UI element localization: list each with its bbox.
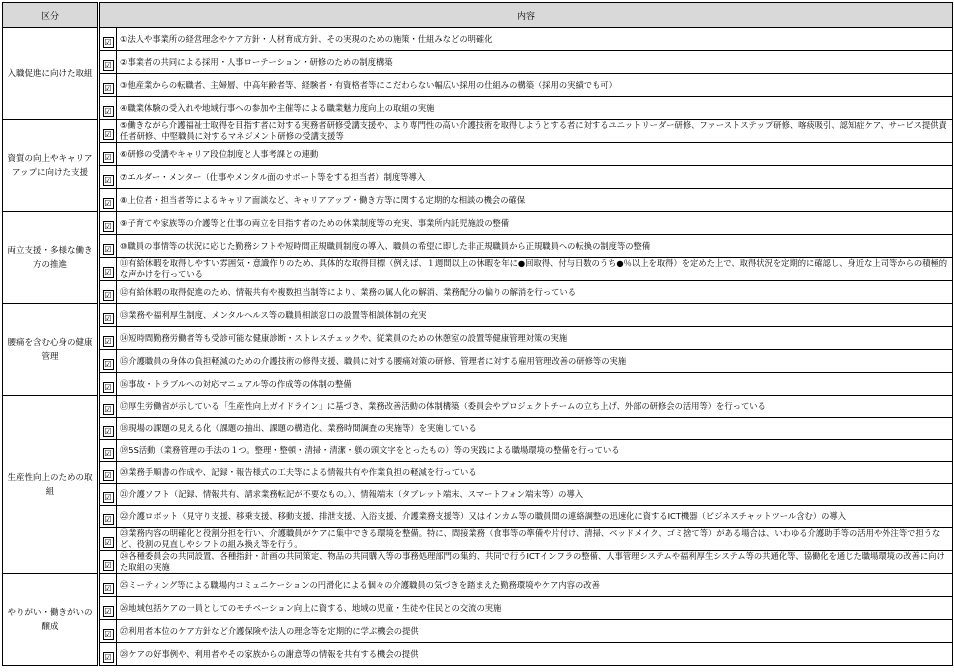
checkbox[interactable]: ☑ bbox=[104, 359, 112, 369]
table-row bbox=[3, 120, 953, 143]
table-row bbox=[3, 373, 953, 396]
checkbox[interactable]: ☑ bbox=[104, 198, 112, 208]
checkbox-cell bbox=[99, 440, 117, 462]
checkbox-cell bbox=[99, 373, 117, 396]
checkbox[interactable]: ☑ bbox=[104, 290, 112, 300]
checkbox-cell bbox=[99, 620, 117, 643]
checkbox[interactable]: ☑ bbox=[104, 83, 112, 93]
table-row bbox=[3, 597, 953, 620]
table-row bbox=[3, 97, 953, 120]
header-row bbox=[3, 3, 953, 28]
table-row bbox=[3, 418, 953, 440]
table-row bbox=[3, 51, 953, 74]
checkbox-cell bbox=[99, 484, 117, 506]
checkbox-cell bbox=[99, 235, 117, 258]
table-row bbox=[3, 189, 953, 212]
item-text: ㉓業務内容の明確化と役割分担を行い、介護職員がケアに集中できる環境を整備。特に、間接業務（食事等の準備や片付け、清掃、ベッドメイク、ゴミ捨て等）がある場合は、いわゆる介護助手等の活用や外注等で担うなど、役割の見直しやシフトの組み換え等を行う。 bbox=[117, 528, 953, 551]
checkbox[interactable]: ☑ bbox=[104, 493, 112, 502]
checkbox[interactable]: ☑ bbox=[104, 471, 112, 480]
table-row bbox=[3, 304, 953, 327]
checkbox-cell bbox=[99, 281, 117, 304]
checkbox[interactable]: ☑ bbox=[104, 129, 112, 139]
item-text: ⑧上位者・担当者等によるキャリア面談など、キャリアアップ・働き方等に関する定期的な相談の機会の確保 bbox=[117, 189, 953, 212]
checkbox[interactable]: ☑ bbox=[104, 537, 112, 547]
checkbox[interactable]: ☑ bbox=[104, 37, 112, 47]
checkbox[interactable]: ☑ bbox=[104, 629, 112, 639]
table-row bbox=[3, 396, 953, 418]
checkbox-cell bbox=[99, 418, 117, 440]
item-text: ⑨子育てや家族等の介護等と仕事の両立を目指す者のための休業制度等の充実、事業所内託児施設の整備 bbox=[117, 212, 953, 235]
table-body bbox=[3, 28, 953, 666]
checkbox-cell bbox=[99, 120, 117, 143]
table-row bbox=[3, 235, 953, 258]
item-text: ⑮介護職員の身体の負担軽減のための介護技術の修得支援、職員に対する腰痛対策の研修、管理者に対する雇用管理改善の研修等の実施 bbox=[117, 350, 953, 373]
checkbox[interactable]: ☑ bbox=[104, 560, 112, 570]
checkbox-cell bbox=[99, 166, 117, 189]
item-text: ①法人や事業所の経営理念やケア方針・人材育成方針、その実現のための施策・仕組みなどの明確化 bbox=[117, 28, 953, 51]
item-text: ④職業体験の受入れや地域行事への参加や主催等による職業魅力度向上の取組の実施 bbox=[117, 97, 953, 120]
table-row bbox=[3, 551, 953, 574]
checkbox-cell bbox=[99, 304, 117, 327]
checkbox[interactable]: ☑ bbox=[104, 382, 112, 392]
item-text: ㉗利用者本位のケア方針など介護保険や法人の理念等を定期的に学ぶ機会の提供 bbox=[117, 620, 953, 643]
table-row bbox=[3, 574, 953, 597]
checkbox[interactable]: ☑ bbox=[104, 515, 112, 524]
checkbox-cell bbox=[99, 212, 117, 235]
table-row bbox=[3, 528, 953, 551]
checkbox[interactable]: ☑ bbox=[104, 606, 112, 616]
item-text: ⑩職員の事情等の状況に応じた勤務シフトや短時間正規職員制度の導入、職員の希望に即した非正規職員から正規職員への転換の制度等の整備 bbox=[117, 235, 953, 258]
item-text: ⑦エルダー・メンター（仕事やメンタル面のサポート等をする担当者）制度等導入 bbox=[117, 166, 953, 189]
table-row bbox=[3, 74, 953, 97]
checkbox-cell bbox=[99, 396, 117, 418]
item-text: ⑱現場の課題の見える化（課題の抽出、課題の構造化、業務時間調査の実施等）を実施している bbox=[117, 418, 953, 440]
checkbox-cell bbox=[99, 143, 117, 166]
checkbox[interactable]: ☑ bbox=[104, 175, 112, 185]
checkbox[interactable]: ☑ bbox=[104, 244, 112, 254]
table-row bbox=[3, 281, 953, 304]
checkbox[interactable]: ☑ bbox=[104, 449, 112, 458]
item-text: ⑯事故・トラブルへの対応マニュアル等の作成等の体制の整備 bbox=[117, 373, 953, 396]
table-row bbox=[3, 28, 953, 51]
checkbox-cell bbox=[99, 350, 117, 373]
checkbox[interactable]: ☑ bbox=[104, 313, 112, 323]
table-row bbox=[3, 258, 953, 281]
item-text: ③他産業からの転職者、主婦層、中高年齢者等、経験者・有資格者等にこだわらない幅広い採用の仕組みの構築（採用の実績でも可） bbox=[117, 74, 953, 97]
item-text: ⑭短時間勤務労働者等も受診可能な健康診断・ストレスチェックや、従業員のための休憩室の設置等健康管理対策の実施 bbox=[117, 327, 953, 350]
checkbox-cell bbox=[99, 97, 117, 120]
checkbox-cell bbox=[99, 189, 117, 212]
table-row bbox=[3, 350, 953, 373]
checkbox-cell bbox=[99, 74, 117, 97]
content-header: 内容 bbox=[99, 3, 953, 28]
checkbox[interactable]: ☑ bbox=[104, 336, 112, 346]
checkbox[interactable]: ☑ bbox=[104, 427, 112, 436]
category-cell: 資質の向上やキャリアアップに向けた支援 bbox=[3, 120, 99, 212]
requirements-table bbox=[2, 2, 953, 666]
checkbox[interactable]: ☑ bbox=[104, 583, 112, 593]
checkbox[interactable]: ☑ bbox=[104, 267, 112, 277]
checkbox-cell bbox=[99, 574, 117, 597]
item-text: ⑪有給休暇を取得しやすい雰囲気・意識作りのため、具体的な取得目標（例えば、１週間以上の休暇を年に●回取得、付与日数のうち●％以上を取得）を定めた上で、取得状況を定期的に確認し、身近な上司等からの積極的な声かけを行っている bbox=[117, 258, 953, 281]
checkbox-cell bbox=[99, 597, 117, 620]
item-text: ⑳業務手順書の作成や、記録・報告様式の工夫等による情報共有や作業負担の軽減を行っている bbox=[117, 462, 953, 484]
item-text: ㉔各種委員会の共同設置、各種指針・計画の共同策定、物品の共同購入等の事務処理部門の集約、共同で行うICTインフラの整備、人事管理システムや福利厚生システム等の共通化等、協働化を通じた職場環境の改善に向けた取組の実施 bbox=[117, 551, 953, 574]
checkbox[interactable]: ☑ bbox=[104, 652, 112, 662]
item-text: ㉖地域包括ケアの一員としてのモチベーション向上に資する、地域の児童・生徒や住民との交流の実施 bbox=[117, 597, 953, 620]
checkbox-cell bbox=[99, 528, 117, 551]
checkbox[interactable]: ☑ bbox=[104, 152, 112, 162]
category-cell: 両立支援・多様な働き方の推進 bbox=[3, 212, 99, 304]
checkbox-cell bbox=[99, 506, 117, 528]
category-cell: 腰痛を含む心身の健康管理 bbox=[3, 304, 99, 396]
item-text: ⑤働きながら介護福祉士取得を目指す者に対する実務者研修受講支援や、より専門性の高い介護技術を取得しようとする者に対するユニットリーダー研修、ファーストステップ研修、喀痰吸引、認知症ケア、サービス提供責任者研修、中堅職員に対するマネジメント研修の受講支援等 bbox=[117, 120, 953, 143]
table-row bbox=[3, 327, 953, 350]
category-cell: 生産性向上のための取組 bbox=[3, 396, 99, 574]
table-row bbox=[3, 462, 953, 484]
table-row bbox=[3, 643, 953, 666]
checkbox-cell bbox=[99, 462, 117, 484]
checkbox[interactable]: ☑ bbox=[104, 405, 112, 414]
checkbox-cell bbox=[99, 643, 117, 666]
item-text: ⑫有給休暇の取得促進のため、情報共有や複数担当制等により、業務の属人化の解消、業務配分の偏りの解消を行っている bbox=[117, 281, 953, 304]
checkbox-cell bbox=[99, 551, 117, 574]
table-row bbox=[3, 143, 953, 166]
item-text: ⑰厚生労働省が示している「生産性向上ガイドライン」に基づき、業務改善活動の体制構築（委員会やプロジェクトチームの立ち上げ、外部の研修会の活用等）を行っている bbox=[117, 396, 953, 418]
checkbox-cell bbox=[99, 51, 117, 74]
category-cell: やりがい・働きがいの醸成 bbox=[3, 574, 99, 666]
category-header: 区分 bbox=[3, 3, 99, 28]
checkbox[interactable]: ☑ bbox=[104, 60, 112, 70]
item-text: ⑲5S活動（業務管理の手法の１つ。整理・整頓・清掃・清潔・躾の頭文字をとったもの）等の実践による職場環境の整備を行っている bbox=[117, 440, 953, 462]
item-text: ②事業者の共同による採用・人事ローテーション・研修のための制度構築 bbox=[117, 51, 953, 74]
table-row bbox=[3, 484, 953, 506]
category-cell: 入職促進に向けた取組 bbox=[3, 28, 99, 120]
item-text: ㉒介護ロボット（見守り支援、移乗支援、移動支援、排泄支援、入浴支援、介護業務支援等）又はインカム等の職員間の連絡調整の迅速化に資するICT機器（ビジネスチャットツール含む）の導入 bbox=[117, 506, 953, 528]
item-text: ⑥研修の受講やキャリア段位制度と人事考課との連動 bbox=[117, 143, 953, 166]
checkbox-cell bbox=[99, 327, 117, 350]
checkbox[interactable]: ☑ bbox=[104, 221, 112, 231]
checkbox-cell bbox=[99, 258, 117, 281]
item-text: ㉑介護ソフト（記録、情報共有、請求業務転記が不要なもの。）、情報端末（タブレット端末、スマートフォン端末等）の導入 bbox=[117, 484, 953, 506]
table-row bbox=[3, 620, 953, 643]
table-row bbox=[3, 166, 953, 189]
checkbox[interactable]: ☑ bbox=[104, 106, 112, 116]
table-row bbox=[3, 212, 953, 235]
item-text: ⑬業務や福利厚生制度、メンタルヘルス等の職員相談窓口の設置等相談体制の充実 bbox=[117, 304, 953, 327]
item-text: ㉕ミーティング等による職場内コミュニケーションの円滑化による個々の介護職員の気づきを踏まえた勤務環境やケア内容の改善 bbox=[117, 574, 953, 597]
item-text: ㉘ケアの好事例や、利用者やその家族からの謝意等の情報を共有する機会の提供 bbox=[117, 643, 953, 666]
table-row bbox=[3, 440, 953, 462]
table-row bbox=[3, 506, 953, 528]
checkbox-cell bbox=[99, 28, 117, 51]
